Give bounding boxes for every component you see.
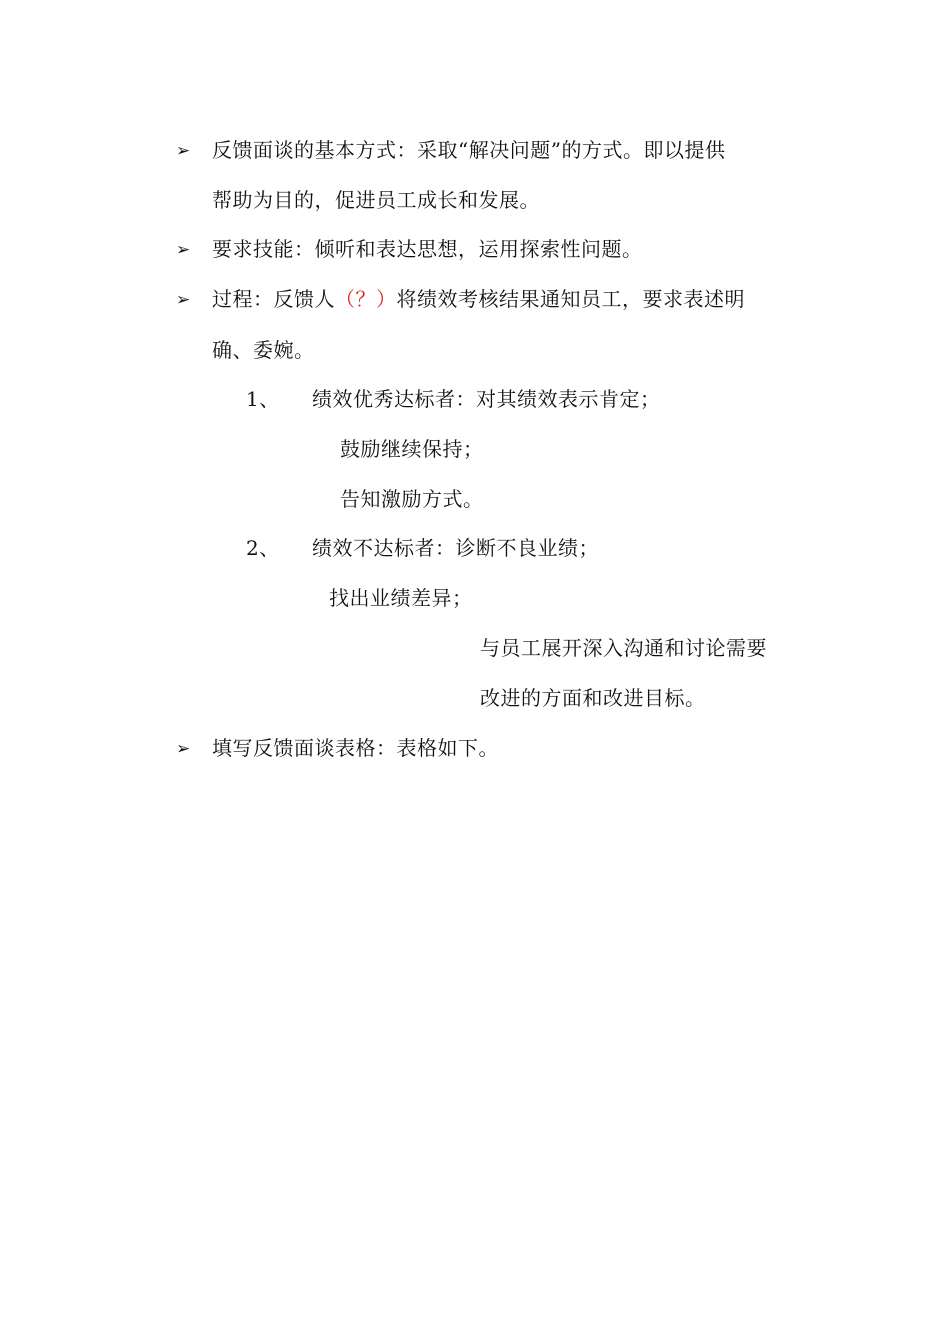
bullet-arrow-icon: ➢ (176, 739, 191, 759)
bullet-arrow-icon: ➢ (176, 290, 191, 310)
skills-line-1: 要求技能：倾听和表达思想，运用探索性问题。 (212, 237, 643, 261)
process-line-1 (212, 285, 745, 313)
bullet-arrow-icon: ➢ (176, 141, 191, 161)
method-line-2: 帮助为目的，促进员工成长和发展。 (212, 188, 540, 212)
sub2-number: 2、 (246, 536, 280, 560)
process-highlight: （？） (335, 287, 397, 311)
form-line-1: 填写反馈面谈表格：表格如下。 (212, 736, 499, 760)
bullet-arrow-icon: ➢ (176, 240, 191, 260)
sub1-line-2: 鼓励继续保持； (340, 437, 484, 461)
sub2-line-1: 绩效不达标者：诊断不良业绩； (312, 536, 599, 560)
process-line-2: 确、委婉。 (212, 338, 315, 362)
process-line-1-end: 将绩效考核结果通知员工，要求表述明 (396, 287, 745, 311)
sub2-line-4: 改进的方面和改进目标。 (480, 686, 706, 710)
sub1-number: 1、 (246, 387, 280, 411)
sub2-line-2: 找出业绩差异； (329, 586, 473, 610)
sub1-line-3: 告知激励方式。 (340, 487, 484, 511)
process-line-1-start: 过程：反馈人 (212, 287, 335, 311)
sub1-line-1: 绩效优秀达标者：对其绩效表示肯定； (312, 387, 661, 411)
method-line-1: 反馈面谈的基本方式：采取“解决问题”的方式。即以提供 (212, 138, 726, 162)
sub2-line-3: 与员工展开深入沟通和讨论需要 (480, 636, 767, 660)
